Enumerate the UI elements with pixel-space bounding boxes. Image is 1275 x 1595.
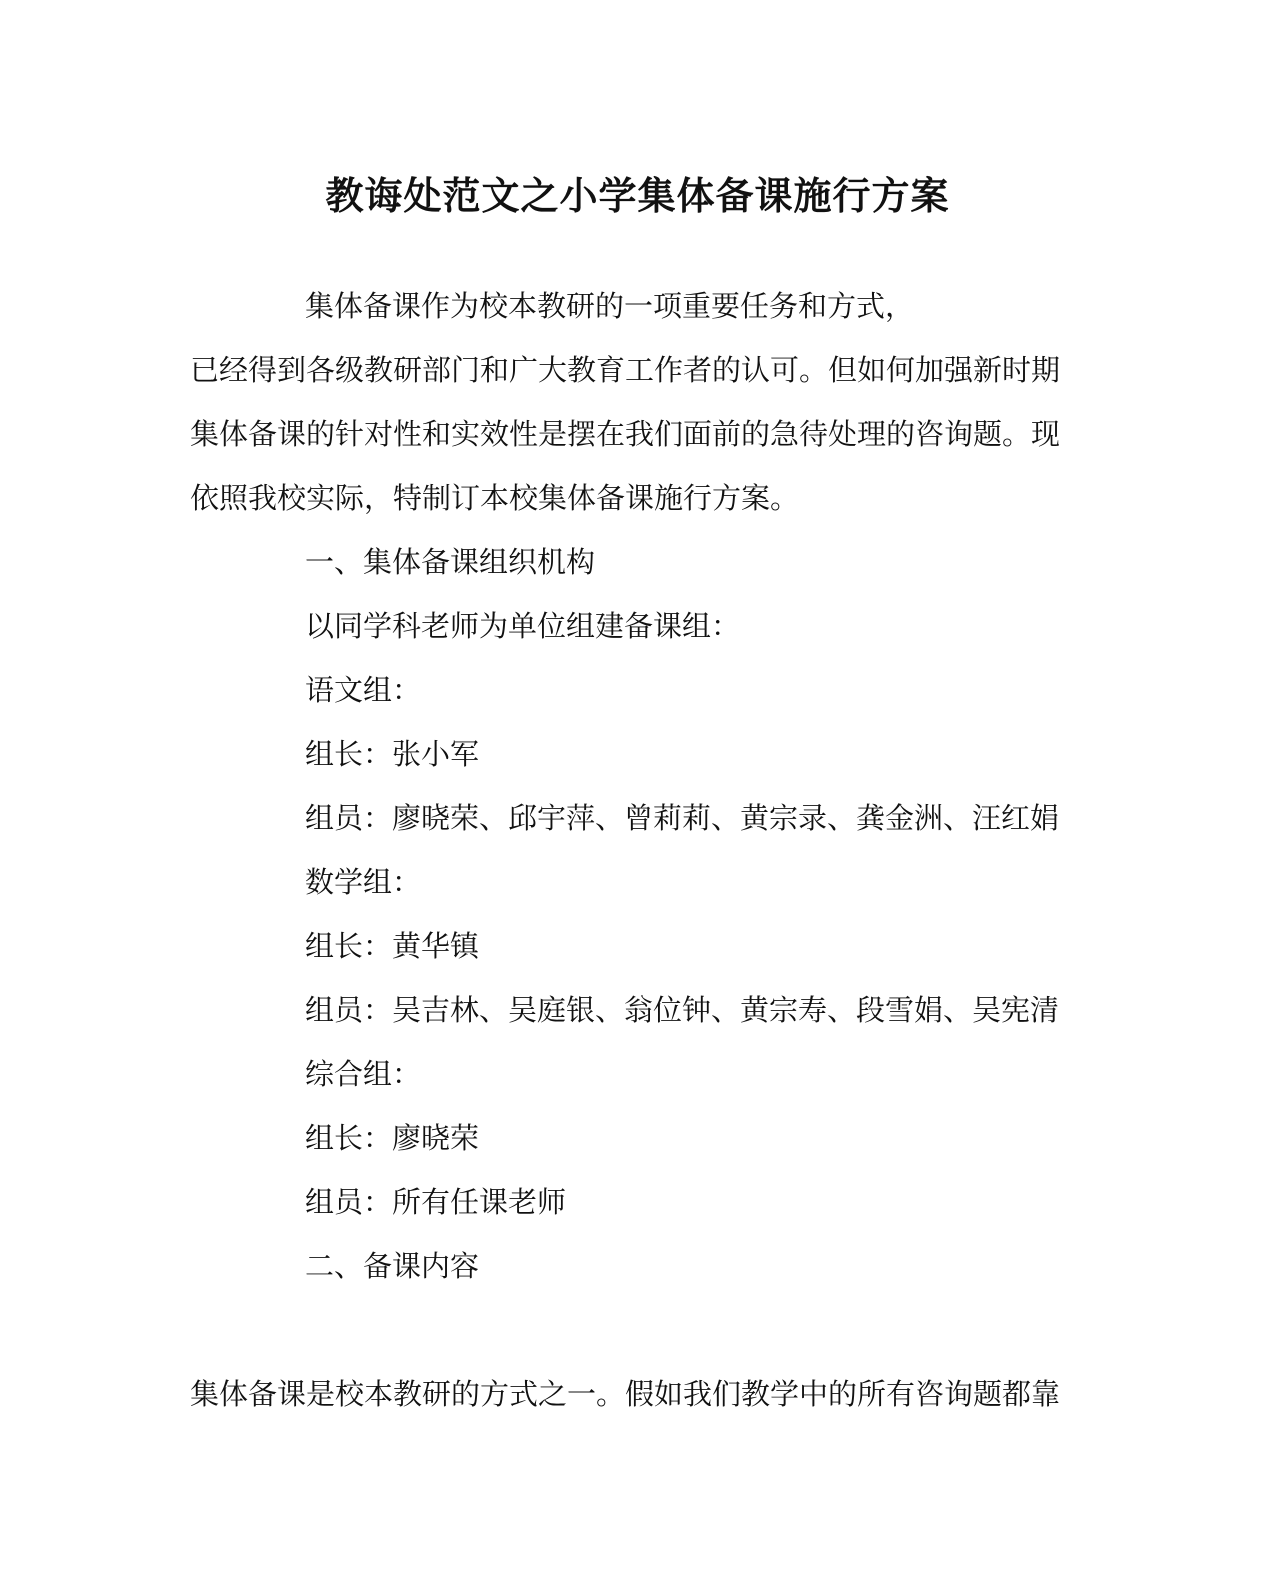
- group-label: 语文组：: [305, 673, 422, 707]
- group-leader: 组长：张小军: [305, 737, 480, 771]
- section-heading: 二、备课内容: [305, 1249, 480, 1283]
- paragraph-line: 依照我校实际，特制订本校集体备课施行方案。: [190, 481, 800, 515]
- paragraph-line: 以同学科老师为单位组建备课组：: [305, 609, 741, 643]
- group-label: 综合组：: [305, 1057, 422, 1091]
- document-title: 教诲处范文之小学集体备课施行方案: [325, 173, 950, 218]
- group-members: 组员：廖晓荣、邱宇萍、曾莉莉、黄宗录、龚金洲、汪红娟: [305, 801, 1060, 835]
- paragraph-line: 集体备课作为校本教研的一项重要任务和方式，: [305, 289, 915, 323]
- group-members: 组员：所有任课老师: [305, 1185, 567, 1219]
- group-leader: 组长：廖晓荣: [305, 1121, 480, 1155]
- group-leader: 组长：黄华镇: [305, 929, 480, 963]
- paragraph-line: 集体备课的针对性和实效性是摆在我们面前的急待处理的咨询题。现: [190, 417, 1061, 451]
- group-members: 组员：吴吉林、吴庭银、翁位钟、黄宗寿、段雪娟、吴宪清: [305, 993, 1060, 1027]
- paragraph-line: 集体备课是校本教研的方式之一。假如我们教学中的所有咨询题都靠: [190, 1377, 1061, 1411]
- paragraph-line: 已经得到各级教研部门和广大教育工作者的认可。但如何加强新时期: [190, 353, 1061, 387]
- section-heading: 一、集体备课组织机构: [305, 545, 596, 579]
- group-label: 数学组：: [305, 865, 422, 899]
